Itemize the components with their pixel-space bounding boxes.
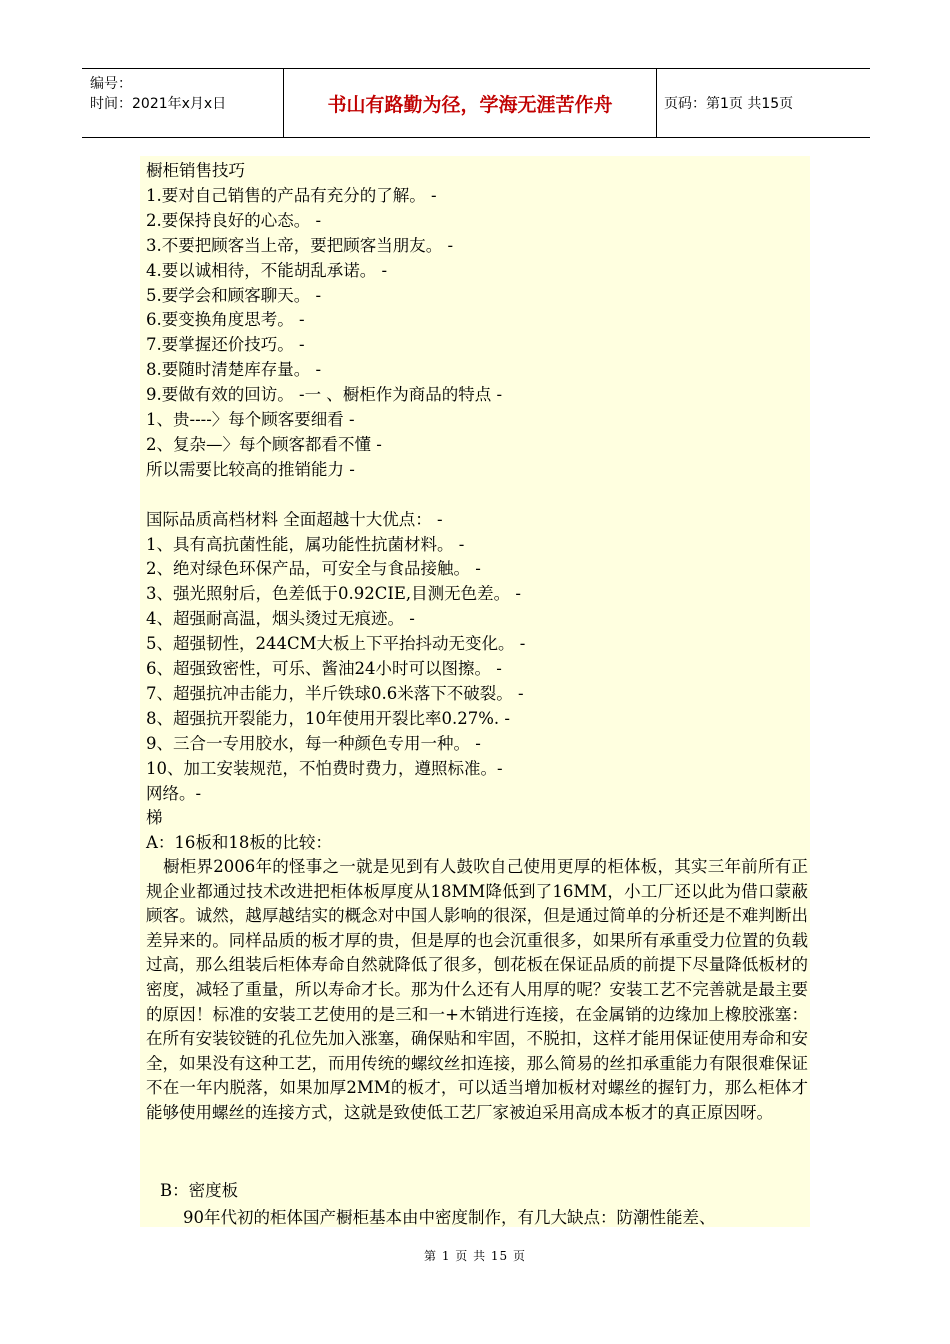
- text-line: 国际品质高档材料 全面超越十大优点： -: [146, 509, 443, 529]
- text-line: 2、绝对绿色环保产品，可安全与食品接触。 -: [146, 559, 481, 579]
- text-line: 8.要随时清楚库存量。 -: [146, 360, 322, 380]
- text-line: 网络。-: [146, 783, 202, 803]
- text-line: 8、超强抗开裂能力，10年使用开裂比率0.27%. -: [146, 708, 510, 728]
- number-label: 编号：: [90, 76, 132, 92]
- text-line: 1、具有高抗菌性能，属功能性抗菌材料。 -: [146, 534, 465, 554]
- paragraph-b: 90年代初的柜体国产橱柜基本由中密度制作，有几大缺点：防潮性能差、: [183, 1208, 716, 1227]
- text-line: 5、超强韧性，244CM大板上下平抬抖动无变化。 -: [146, 634, 526, 654]
- text-line: 9.要做有效的回访。 -一 、橱柜作为商品的特点 -: [146, 385, 503, 405]
- text-line: 1、贵----〉每个顾客要细看 -: [146, 410, 355, 429]
- text-line: 4.要以诚相待，不能胡乱承诺。 -: [146, 260, 388, 280]
- header-page-number: 页码：第1页 共15页: [664, 96, 794, 112]
- text-line: 3、强光照射后，色差低于0.92CIE,目测无色差。 -: [146, 584, 521, 604]
- text-line: 3.不要把顾客当上帝，要把顾客当朋友。 -: [146, 235, 454, 255]
- text-line: 7、超强抗冲击能力，半斤铁球0.6米落下不破裂。 -: [146, 683, 524, 703]
- text-line: 橱柜销售技巧: [146, 161, 245, 180]
- text-line: 所以需要比较高的推销能力 -: [146, 459, 355, 479]
- text-line: A：16板和18板的比较：: [146, 833, 332, 853]
- text-line: 梯: [146, 808, 163, 828]
- text-line: 6.要变换角度思考。 -: [146, 310, 305, 330]
- text-line: 9、三合一专用胶水，每一种颜色专用一种。 -: [146, 733, 481, 753]
- header-meta: [82, 69, 284, 137]
- header-motto: 书山有路勤为径，学海无涯苦作舟: [284, 69, 657, 137]
- text-line: 1.要对自己销售的产品有充分的了解。 -: [146, 185, 437, 205]
- text-line: 2、复杂—〉每个顾客都看不懂 -: [146, 434, 382, 454]
- page-header: [82, 68, 870, 138]
- text-line: 7.要掌握还价技巧。 -: [146, 335, 305, 355]
- section-b-heading: B：密度板: [160, 1181, 239, 1200]
- paragraph-main: 橱柜界2006年的怪事之一就是见到有人鼓吹自己使用更厚的柜体板，其实三年前所有正规企业都通过技术改进把柜体板厚度从18MM降低到了16MM，小工厂还以此为借口蒙蔽顾客。诚然，越厚越结实的概念对中国人影响的很深，但是通过简单的分析还是不难判断出差异来的。同样品质的板才厚的贵，但是厚的也会沉重很多，如果所有承重受力位置的负载过高，那么组装后柜体寿命自然就降低了很多，刨花板在保证品质的前提下尽量降低板材的密度，减轻了重量，所以寿命才长。那为什么还有人用厚的呢？安装工艺不完善就是最主要的原因！标准的安装工艺使用的是三和一+木销进行连接，在金属销的边缘加上橡胶涨塞：在所有安装铰链的孔位先加入涨塞，确保贴和牢固，不脱扣，这样才能用保证使用寿命和安全，如果没有这种工艺，而用传统的螺纹丝扣连接，那么简易的丝扣承重能力有限很难保证不在一年内脱落，如果加厚2MM的板才，可以适当增加板材对螺丝的握钉力，那么柜体才能够使用螺丝的连接方式，这就是致使低工艺厂家被迫采用高成本板才的真正原因呀。: [146, 857, 808, 1122]
- text-line: 10、加工安装规范，不怕费时费力，遵照标准。-: [146, 758, 503, 778]
- text-line: 2.要保持良好的心态。 -: [146, 210, 322, 230]
- time-label: 时间：2021年x月x日: [90, 96, 227, 112]
- page-footer: 第 1 页 共 15 页: [424, 1249, 526, 1263]
- text-line: 4、超强耐高温，烟头烫过无痕迹。 -: [146, 609, 415, 629]
- text-line: 6、超强致密性，可乐、酱油24小时可以图擦。 -: [146, 659, 502, 678]
- text-line: 5.要学会和顾客聊天。 -: [146, 285, 322, 305]
